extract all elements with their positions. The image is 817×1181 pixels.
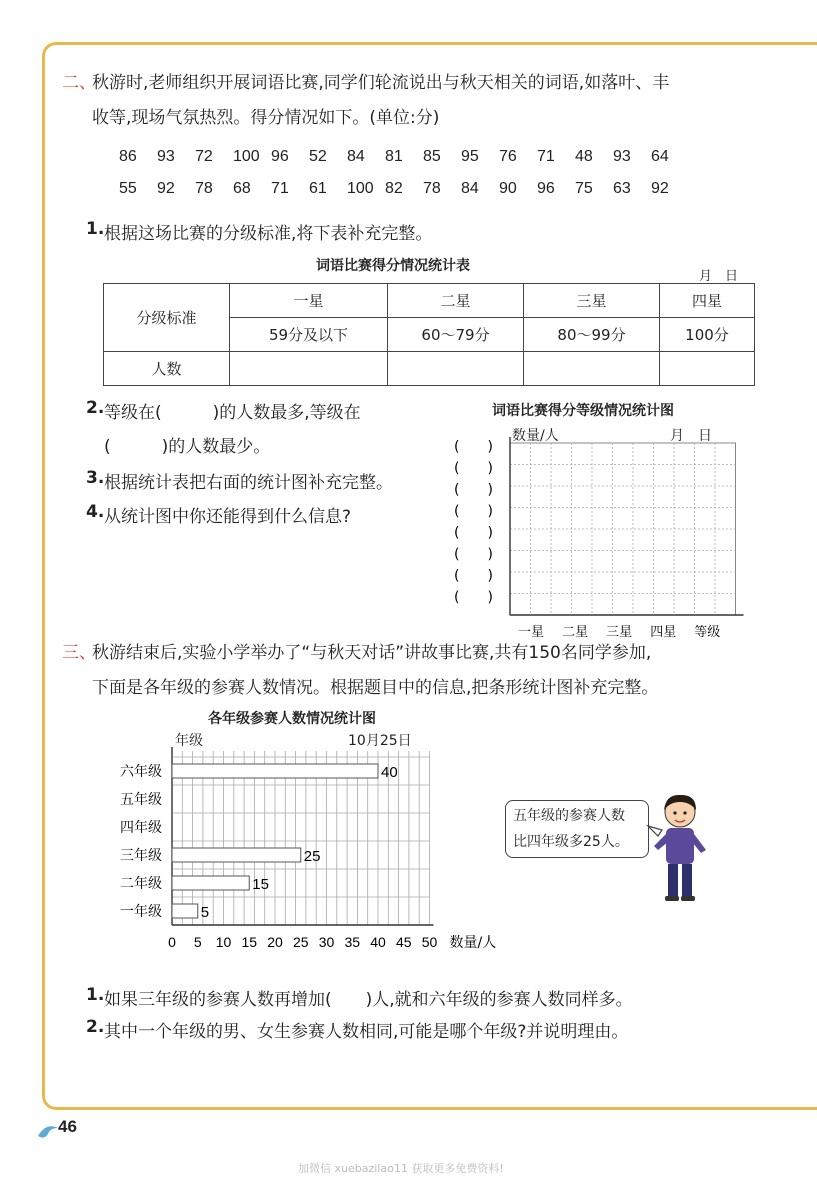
bubble-line2: 比四年级多25人。 bbox=[513, 834, 629, 850]
grade-x-label: 三星 bbox=[606, 625, 633, 640]
table-header-count: 人数 bbox=[104, 352, 230, 386]
score-value: 93 bbox=[613, 148, 631, 165]
bar-value-label: 5 bbox=[200, 904, 210, 921]
score-value: 96 bbox=[271, 148, 289, 165]
grade-chart-date: 月 日 bbox=[670, 428, 712, 444]
score-value: 96 bbox=[537, 180, 555, 197]
x-tick-label: 50 bbox=[421, 934, 438, 950]
grade-chart-title: 词语比赛得分等级情况统计图 bbox=[492, 403, 674, 419]
grade-x-unit: 等级 bbox=[694, 625, 721, 640]
score-value: 61 bbox=[309, 180, 327, 197]
category-label: 六年级 bbox=[120, 764, 162, 780]
score-value: 84 bbox=[461, 180, 479, 197]
table-date: 月 日 bbox=[699, 269, 739, 284]
x-axis-unit: 数量/人 bbox=[449, 935, 497, 951]
q3-marker: 三、 bbox=[62, 643, 96, 663]
level-4: 四星 bbox=[660, 284, 755, 318]
q3-intro-line2: 下面是各年级的参赛人数情况。根据题目中的信息,把条形统计图补充完整。 bbox=[92, 678, 659, 698]
category-label: 四年级 bbox=[120, 820, 162, 836]
score-value: 63 bbox=[613, 180, 631, 197]
y-tick-blank[interactable]: ( ) bbox=[454, 546, 493, 563]
bar-value-label: 25 bbox=[303, 848, 321, 865]
range-4: 100分 bbox=[660, 318, 755, 352]
table-header-criteria: 分级标准 bbox=[104, 284, 230, 352]
level-2: 二星 bbox=[388, 284, 524, 318]
q3-task-num-1: 1. bbox=[86, 985, 105, 1005]
table-title: 词语比赛得分情况统计表 bbox=[316, 258, 470, 274]
score-value: 82 bbox=[385, 180, 403, 197]
y-tick-blank[interactable]: ( ) bbox=[454, 589, 493, 606]
q3-task-num-2: 2. bbox=[86, 1017, 105, 1037]
range-1: 59分及以下 bbox=[230, 318, 388, 352]
range-3: 80～99分 bbox=[524, 318, 660, 352]
category-label: 二年级 bbox=[120, 876, 162, 892]
grade-x-label: 一星 bbox=[518, 625, 545, 640]
q2-task4: 从统计图中你还能得到什么信息? bbox=[104, 507, 352, 527]
x-tick-label: 20 bbox=[267, 934, 283, 950]
speech-bubble bbox=[505, 800, 649, 858]
score-value: 95 bbox=[461, 148, 479, 165]
footer-watermark: 加微信 xuebazilao11 获取更多免费资料! bbox=[298, 1162, 504, 1175]
x-tick-label: 15 bbox=[241, 934, 258, 950]
level-1: 一星 bbox=[230, 284, 388, 318]
y-tick-blank[interactable]: ( ) bbox=[454, 482, 493, 498]
category-label: 三年级 bbox=[120, 848, 162, 864]
score-value: 48 bbox=[575, 148, 593, 165]
bar bbox=[172, 848, 301, 862]
task-num-2: 2. bbox=[86, 398, 105, 418]
score-value: 100 bbox=[347, 180, 374, 197]
q2-marker: 二、 bbox=[62, 73, 96, 93]
score-value: 64 bbox=[651, 148, 669, 165]
y-tick-blank[interactable]: ( ) bbox=[454, 439, 493, 455]
score-value: 90 bbox=[499, 180, 517, 197]
grade-x-label: 四星 bbox=[650, 625, 677, 640]
score-value: 52 bbox=[309, 148, 327, 165]
score-value: 85 bbox=[423, 148, 441, 165]
score-value: 71 bbox=[271, 180, 289, 197]
score-value: 72 bbox=[195, 148, 213, 165]
score-value: 78 bbox=[423, 180, 441, 197]
score-value: 71 bbox=[537, 148, 555, 165]
level-3: 三星 bbox=[524, 284, 660, 318]
bar-chart-ylabel: 年级 bbox=[175, 733, 203, 749]
grade-chart-svg bbox=[450, 435, 760, 640]
q2-task2-line2: ( )的人数最少。 bbox=[104, 437, 271, 457]
y-tick-blank[interactable]: ( ) bbox=[454, 503, 493, 520]
x-tick-label: 35 bbox=[344, 934, 361, 950]
x-tick-label: 10 bbox=[215, 934, 232, 950]
bar-chart-date: 10月25日 bbox=[348, 733, 412, 749]
score-value: 92 bbox=[157, 180, 175, 197]
bar bbox=[172, 904, 198, 918]
x-tick-label: 0 bbox=[168, 934, 176, 950]
score-value: 81 bbox=[385, 148, 403, 165]
boy-illustration bbox=[640, 790, 720, 905]
q3-task1: 如果三年级的参赛人数再增加( )人,就和六年级的参赛人数同样多。 bbox=[104, 990, 633, 1010]
task-num-3: 3. bbox=[86, 468, 105, 488]
score-value: 93 bbox=[157, 148, 175, 165]
category-label: 一年级 bbox=[120, 904, 162, 920]
x-tick-label: 5 bbox=[193, 934, 202, 950]
bar bbox=[172, 764, 378, 778]
score-value: 76 bbox=[499, 148, 517, 165]
score-value: 86 bbox=[119, 148, 137, 165]
x-tick-label: 25 bbox=[292, 934, 309, 950]
bar-chart-svg bbox=[100, 745, 520, 975]
bar-value-label: 15 bbox=[252, 876, 269, 893]
score-value: 68 bbox=[233, 180, 251, 197]
count-cell-3[interactable] bbox=[524, 352, 660, 386]
x-tick-label: 40 bbox=[370, 934, 386, 950]
q2-task2-line1: 等级在( )的人数最多,等级在 bbox=[104, 403, 361, 423]
score-value: 55 bbox=[119, 180, 137, 197]
task-num-4: 4. bbox=[86, 502, 105, 522]
count-cell-2[interactable] bbox=[388, 352, 524, 386]
page-number: 46 bbox=[58, 1117, 77, 1136]
bar-value-label: 40 bbox=[381, 764, 398, 781]
q3-intro-line1: 秋游结束后,实验小学举办了“与秋天对话”讲故事比赛,共有150名同学参加, bbox=[92, 643, 652, 663]
q3-task2: 其中一个年级的男、女生参赛人数相同,可能是哪个年级?并说明理由。 bbox=[104, 1022, 629, 1042]
score-value: 75 bbox=[575, 180, 593, 197]
x-tick-label: 45 bbox=[395, 934, 412, 950]
range-2: 60～79分 bbox=[388, 318, 524, 352]
y-tick-blank[interactable]: ( ) bbox=[454, 568, 493, 584]
score-value: 100 bbox=[233, 148, 260, 165]
y-tick-blank[interactable]: ( ) bbox=[454, 525, 493, 541]
y-tick-blank[interactable]: ( ) bbox=[454, 460, 493, 477]
q2-intro-line2: 收等,现场气氛热烈。得分情况如下。(单位:分) bbox=[92, 108, 440, 128]
score-value: 84 bbox=[347, 148, 365, 165]
q2-intro-line1: 秋游时,老师组织开展词语比赛,同学们轮流说出与秋天相关的词语,如落叶、丰 bbox=[92, 73, 670, 93]
score-value: 92 bbox=[651, 180, 669, 197]
score-value: 78 bbox=[195, 180, 213, 197]
q2-task3: 根据统计表把右面的统计图补充完整。 bbox=[104, 473, 393, 493]
count-cell-1[interactable] bbox=[230, 352, 388, 386]
bubble-line1: 五年级的参赛人数 bbox=[513, 808, 625, 824]
x-tick-label: 30 bbox=[318, 934, 335, 950]
grade-chart-ylabel: 数量/人 bbox=[512, 428, 559, 444]
bar-chart-title: 各年级参赛人数情况统计图 bbox=[208, 711, 376, 727]
grade-x-label: 二星 bbox=[562, 625, 589, 640]
score-stat-table bbox=[103, 283, 755, 386]
task-num-1: 1. bbox=[86, 219, 105, 239]
bar bbox=[172, 876, 249, 890]
count-cell-4[interactable] bbox=[660, 352, 755, 386]
category-label: 五年级 bbox=[120, 792, 162, 808]
q2-task1: 根据这场比赛的分级标准,将下表补充完整。 bbox=[104, 224, 433, 244]
